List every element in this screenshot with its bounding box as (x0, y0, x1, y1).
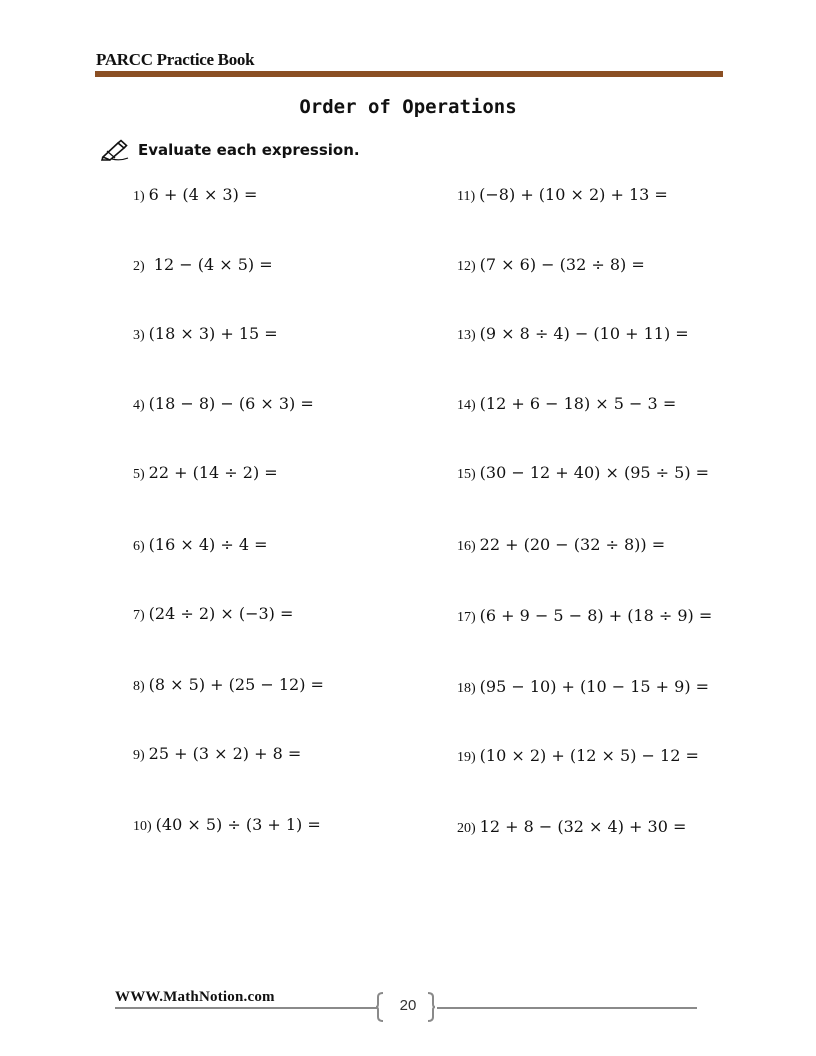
problem-9 (133, 744, 301, 764)
problem-expression: 12 − (4 × 5) = (148, 255, 273, 274)
book-title: PARCC Practice Book (96, 50, 255, 69)
problem-expression: (16 × 4) ÷ 4 = (148, 535, 268, 554)
problem-expression: 12 + 8 − (32 × 4) + 30 = (479, 817, 687, 836)
problem-12 (457, 255, 645, 275)
problem-number: 20) (457, 821, 476, 836)
problem-8 (133, 675, 324, 695)
problem-7 (133, 604, 293, 624)
problem-number: 7) (133, 608, 145, 623)
left-bracket-icon (376, 992, 384, 1022)
problem-number: 2) (133, 259, 145, 274)
problem-expression: 6 + (4 × 3) = (148, 185, 258, 204)
instruction (100, 139, 360, 161)
website-link: WWW.MathNotion.com (115, 989, 275, 1005)
problem-expression: (40 × 5) ÷ (3 + 1) = (155, 815, 321, 834)
problem-5 (133, 463, 278, 483)
problem-number: 6) (133, 539, 145, 554)
problem-expression: (6 + 9 − 5 − 8) + (18 ÷ 9) = (479, 606, 713, 625)
problem-10 (133, 815, 321, 835)
problem-expression: (24 ÷ 2) × (−3) = (148, 604, 294, 623)
problem-expression: (18 − 8) − (6 × 3) = (148, 394, 314, 413)
header-divider (95, 71, 723, 77)
page-number: 20 (399, 997, 417, 1014)
problem-expression: 22 + (20 − (32 ÷ 8)) = (479, 535, 666, 554)
problem-expression: 25 + (3 × 2) + 8 = (148, 744, 302, 763)
problem-6 (133, 535, 268, 555)
problem-16 (457, 535, 665, 555)
problem-11 (457, 185, 668, 205)
problem-number: 3) (133, 328, 145, 343)
instruction-text: Evaluate each expression. (138, 141, 360, 159)
problem-number: 16) (457, 539, 476, 554)
problem-expression: (30 − 12 + 40) × (95 ÷ 5) = (479, 463, 710, 482)
problem-3 (133, 324, 278, 344)
problem-number: 12) (457, 259, 476, 274)
problem-17 (457, 606, 712, 626)
problem-expression: (95 − 10) + (10 − 15 + 9) = (479, 677, 710, 696)
right-bracket-icon (427, 992, 435, 1022)
problem-expression: (18 × 3) + 15 = (148, 324, 278, 343)
problem-expression: (−8) + (10 × 2) + 13 = (479, 185, 668, 204)
problem-number: 1) (133, 189, 145, 204)
problem-number: 9) (133, 748, 145, 763)
problem-number: 13) (457, 328, 476, 343)
problem-number: 18) (457, 681, 476, 696)
problem-expression: (7 × 6) − (32 ÷ 8) = (479, 255, 645, 274)
page-title: Order of Operations (299, 96, 517, 118)
problem-number: 10) (133, 819, 152, 834)
problem-2 (133, 255, 273, 275)
problem-expression: (12 + 6 − 18) × 5 − 3 = (479, 394, 677, 413)
problem-number: 14) (457, 398, 476, 413)
problem-expression: (10 × 2) + (12 × 5) − 12 = (479, 746, 699, 765)
problem-number: 11) (457, 189, 476, 204)
problem-expression: 22 + (14 ÷ 2) = (148, 463, 278, 482)
problem-number: 19) (457, 750, 476, 765)
pencil-icon (100, 139, 130, 161)
problem-4 (133, 394, 314, 414)
problem-expression: (9 × 8 ÷ 4) − (10 + 11) = (479, 324, 689, 343)
footer-divider-left (115, 1007, 377, 1009)
problem-expression: (8 × 5) + (25 − 12) = (148, 675, 324, 694)
problem-1 (133, 185, 257, 205)
problem-19 (457, 746, 699, 766)
problem-13 (457, 324, 689, 344)
problem-number: 5) (133, 467, 145, 482)
problem-20 (457, 817, 686, 837)
problem-number: 8) (133, 679, 145, 694)
problem-15 (457, 463, 709, 483)
problem-14 (457, 394, 676, 414)
problem-number: 17) (457, 610, 476, 625)
problem-number: 15) (457, 467, 476, 482)
footer-divider-right (437, 1007, 697, 1009)
problem-18 (457, 677, 709, 697)
problem-number: 4) (133, 398, 145, 413)
